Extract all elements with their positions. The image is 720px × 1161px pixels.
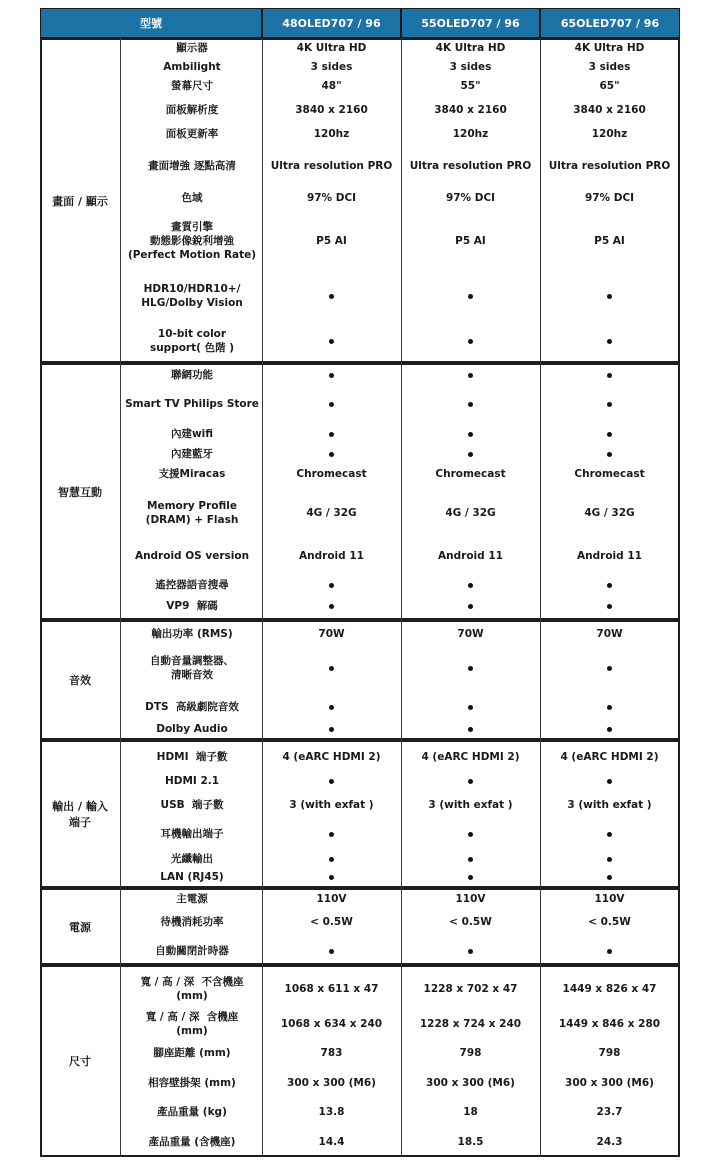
spec-row-label: Smart TV Philips Store bbox=[125, 398, 259, 410]
spec-value bbox=[262, 852, 401, 866]
spec-value: 120hz bbox=[452, 128, 489, 140]
spec-row-label: 10-bit color support( 色階 ) bbox=[149, 328, 235, 354]
spec-value bbox=[540, 700, 679, 714]
bullet-dot-icon bbox=[607, 604, 612, 609]
bullet-dot-icon bbox=[329, 583, 334, 588]
spec-value: 4 (eARC HDMI 2) bbox=[282, 751, 381, 763]
spec-value: 110V bbox=[594, 893, 625, 905]
spec-value: P5 AI bbox=[316, 235, 347, 247]
spec-value: 4G / 32G bbox=[306, 507, 357, 519]
spec-row-label: 待機消耗功率 bbox=[160, 916, 224, 928]
spec-row-label: USB 端子數 bbox=[160, 799, 224, 811]
spec-value: 18.5 bbox=[457, 1136, 484, 1148]
spec-row-label: 顯示器 bbox=[176, 42, 208, 54]
bullet-dot-icon bbox=[468, 373, 473, 378]
bullet-dot-icon bbox=[468, 705, 473, 710]
bullet-dot-icon bbox=[468, 875, 473, 880]
section-category: 音效 bbox=[69, 674, 91, 687]
spec-value: < 0.5W bbox=[310, 916, 353, 928]
bullet-dot-icon bbox=[329, 604, 334, 609]
section-category: 電源 bbox=[69, 920, 91, 934]
model-header: 48OLED707 / 96 bbox=[262, 8, 401, 38]
spec-value bbox=[262, 661, 401, 675]
spec-row-label: 自動關閉計時器 bbox=[155, 945, 229, 957]
bullet-dot-icon bbox=[329, 373, 334, 378]
spec-value: 1228 x 702 x 47 bbox=[423, 983, 518, 995]
spec-value bbox=[262, 289, 401, 303]
spec-value: 3 sides bbox=[449, 61, 492, 73]
spec-value bbox=[540, 599, 679, 613]
spec-value bbox=[401, 722, 540, 736]
spec-value: 70W bbox=[457, 628, 484, 640]
bullet-dot-icon bbox=[607, 339, 612, 344]
spec-value: 4 (eARC HDMI 2) bbox=[560, 751, 659, 763]
column-divider bbox=[120, 888, 121, 965]
spec-value bbox=[540, 289, 679, 303]
spec-value bbox=[401, 661, 540, 675]
spec-value: 4K Ultra HD bbox=[435, 42, 506, 54]
spec-value bbox=[401, 944, 540, 958]
spec-value: 798 bbox=[459, 1047, 482, 1059]
spec-table bbox=[40, 8, 680, 1158]
spec-value: Ultra resolution PRO bbox=[409, 160, 532, 172]
section-category: 畫面 / 顯示 bbox=[52, 194, 108, 208]
spec-value bbox=[401, 447, 540, 461]
spec-value: 55" bbox=[460, 80, 481, 92]
spec-row-label: Dolby Audio bbox=[156, 723, 228, 735]
spec-value bbox=[540, 578, 679, 592]
section-category: 尺寸 bbox=[69, 1055, 91, 1068]
spec-value bbox=[401, 870, 540, 884]
spec-row-label: Memory Profile (DRAM) + Flash bbox=[145, 500, 239, 526]
spec-value: 3 sides bbox=[588, 61, 631, 73]
spec-row-label: 自動音量調整器、 清晰音效 bbox=[150, 655, 234, 681]
spec-value bbox=[262, 334, 401, 348]
spec-value: 4G / 32G bbox=[445, 507, 496, 519]
spec-value: 13.8 bbox=[318, 1106, 345, 1118]
spec-value: 3 (with exfat ) bbox=[567, 799, 652, 811]
spec-value bbox=[401, 774, 540, 788]
column-divider bbox=[120, 965, 121, 1157]
model-header: 65OLED707 / 96 bbox=[540, 8, 680, 38]
spec-row-label: HDMI 端子數 bbox=[156, 751, 228, 763]
spec-row-label: 寬 / 高 / 深 含機座 (mm) bbox=[145, 1011, 239, 1037]
bullet-dot-icon bbox=[468, 949, 473, 954]
spec-value bbox=[401, 599, 540, 613]
spec-row-label: DTS 高級劇院音效 bbox=[145, 701, 239, 713]
spec-value: Android 11 bbox=[577, 550, 642, 562]
spec-value bbox=[540, 774, 679, 788]
bullet-dot-icon bbox=[607, 727, 612, 732]
spec-value: 65" bbox=[599, 80, 620, 92]
spec-value bbox=[401, 334, 540, 348]
bullet-dot-icon bbox=[329, 705, 334, 710]
spec-value: 300 x 300 (M6) bbox=[426, 1077, 515, 1089]
column-divider bbox=[120, 363, 121, 620]
spec-value bbox=[401, 289, 540, 303]
spec-value: 4K Ultra HD bbox=[574, 42, 645, 54]
spec-value bbox=[540, 397, 679, 411]
spec-value: 3840 x 2160 bbox=[573, 104, 646, 116]
spec-value bbox=[262, 447, 401, 461]
bullet-dot-icon bbox=[329, 339, 334, 344]
spec-value: Android 11 bbox=[438, 550, 503, 562]
spec-value: < 0.5W bbox=[449, 916, 492, 928]
spec-value: Chromecast bbox=[574, 468, 645, 480]
spec-value: 110V bbox=[316, 893, 347, 905]
bullet-dot-icon bbox=[468, 339, 473, 344]
spec-row-label: 聯網功能 bbox=[171, 369, 213, 381]
spec-value bbox=[401, 397, 540, 411]
spec-value: 1449 x 826 x 47 bbox=[562, 983, 657, 995]
spec-value bbox=[262, 870, 401, 884]
spec-row-label: VP9 解碼 bbox=[166, 600, 218, 612]
spec-value: 3 sides bbox=[310, 61, 353, 73]
spec-value bbox=[540, 427, 679, 441]
spec-value: 120hz bbox=[313, 128, 350, 140]
spec-value: 4 (eARC HDMI 2) bbox=[421, 751, 520, 763]
spec-row-label: 耳機輸出端子 bbox=[160, 828, 224, 840]
column-divider bbox=[120, 740, 121, 888]
bullet-dot-icon bbox=[329, 779, 334, 784]
column-divider bbox=[120, 38, 121, 363]
bullet-dot-icon bbox=[607, 373, 612, 378]
bullet-dot-icon bbox=[468, 727, 473, 732]
bullet-dot-icon bbox=[468, 832, 473, 837]
spec-row-label: 寬 / 高 / 深 不含機座 (mm) bbox=[140, 976, 244, 1002]
spec-value bbox=[540, 661, 679, 675]
bullet-dot-icon bbox=[329, 832, 334, 837]
spec-value bbox=[262, 427, 401, 441]
spec-value: 70W bbox=[318, 628, 345, 640]
bullet-dot-icon bbox=[607, 949, 612, 954]
spec-value: 97% DCI bbox=[584, 192, 635, 204]
spec-value bbox=[401, 827, 540, 841]
spec-value: 4G / 32G bbox=[584, 507, 635, 519]
spec-value bbox=[540, 722, 679, 736]
spec-row-label: 內建藍牙 bbox=[171, 448, 213, 460]
spec-row-label: 腳座距離 (mm) bbox=[153, 1047, 231, 1059]
bullet-dot-icon bbox=[468, 583, 473, 588]
spec-value bbox=[401, 700, 540, 714]
bullet-dot-icon bbox=[607, 705, 612, 710]
spec-value: 120hz bbox=[591, 128, 628, 140]
bullet-dot-icon bbox=[329, 666, 334, 671]
spec-value: 3 (with exfat ) bbox=[428, 799, 513, 811]
spec-value: 18 bbox=[463, 1106, 478, 1118]
spec-value bbox=[262, 700, 401, 714]
spec-value bbox=[262, 397, 401, 411]
bullet-dot-icon bbox=[468, 604, 473, 609]
spec-value: 798 bbox=[598, 1047, 621, 1059]
spec-value bbox=[262, 944, 401, 958]
spec-value bbox=[540, 368, 679, 382]
spec-row-label: 相容壁掛架 (mm) bbox=[148, 1077, 236, 1089]
bullet-dot-icon bbox=[329, 294, 334, 299]
spec-row-label: 輸出功率 (RMS) bbox=[151, 628, 233, 640]
spec-value: 23.7 bbox=[596, 1106, 623, 1118]
spec-row-label: 支援Miracas bbox=[158, 468, 226, 480]
spec-value: 4K Ultra HD bbox=[296, 42, 367, 54]
spec-value: 1228 x 724 x 240 bbox=[419, 1018, 522, 1030]
spec-row-label: HDR10/HDR10+/ HLG/Dolby Vision bbox=[141, 283, 243, 309]
bullet-dot-icon bbox=[329, 432, 334, 437]
bullet-dot-icon bbox=[329, 875, 334, 880]
bullet-dot-icon bbox=[607, 432, 612, 437]
spec-value: 300 x 300 (M6) bbox=[565, 1077, 654, 1089]
bullet-dot-icon bbox=[607, 294, 612, 299]
spec-row-label: HDMI 2.1 bbox=[164, 775, 220, 787]
spec-value bbox=[262, 774, 401, 788]
bullet-dot-icon bbox=[607, 832, 612, 837]
header-label: 型號 bbox=[40, 8, 262, 38]
spec-value: < 0.5W bbox=[588, 916, 631, 928]
spec-row-label: 內建wifi bbox=[170, 428, 214, 440]
bullet-dot-icon bbox=[607, 857, 612, 862]
spec-value: 110V bbox=[455, 893, 486, 905]
spec-value: 24.3 bbox=[596, 1136, 623, 1148]
bullet-dot-icon bbox=[468, 294, 473, 299]
spec-value: 1068 x 634 x 240 bbox=[280, 1018, 383, 1030]
spec-value bbox=[401, 852, 540, 866]
spec-value bbox=[401, 427, 540, 441]
spec-value: 300 x 300 (M6) bbox=[287, 1077, 376, 1089]
bullet-dot-icon bbox=[329, 402, 334, 407]
spec-row-label: 主電源 bbox=[176, 893, 208, 905]
spec-row-label: 面板解析度 bbox=[165, 104, 219, 116]
bullet-dot-icon bbox=[329, 857, 334, 862]
spec-value: 70W bbox=[596, 628, 623, 640]
spec-value: P5 AI bbox=[455, 235, 486, 247]
spec-value bbox=[540, 870, 679, 884]
spec-value bbox=[540, 944, 679, 958]
spec-value bbox=[401, 368, 540, 382]
spec-value bbox=[262, 722, 401, 736]
spec-value bbox=[401, 578, 540, 592]
spec-value: P5 AI bbox=[594, 235, 625, 247]
spec-row-label: 面板更新率 bbox=[165, 128, 219, 140]
spec-value bbox=[540, 852, 679, 866]
spec-value bbox=[540, 827, 679, 841]
spec-value: 14.4 bbox=[318, 1136, 345, 1148]
spec-row-label: Ambilight bbox=[163, 61, 221, 73]
bullet-dot-icon bbox=[468, 452, 473, 457]
spec-value: 1068 x 611 x 47 bbox=[284, 983, 379, 995]
spec-row-label: 畫面增強 逐點高清 bbox=[148, 160, 236, 172]
spec-row-label: 畫質引擎 動態影像銳利增強 (Perfect Motion Rate) bbox=[127, 221, 257, 261]
spec-value: 97% DCI bbox=[306, 192, 357, 204]
spec-value: 48" bbox=[321, 80, 342, 92]
bullet-dot-icon bbox=[468, 402, 473, 407]
spec-value bbox=[262, 827, 401, 841]
spec-row-label: 光纖輸出 bbox=[171, 853, 213, 865]
bullet-dot-icon bbox=[329, 452, 334, 457]
bullet-dot-icon bbox=[329, 949, 334, 954]
spec-value: 1449 x 846 x 280 bbox=[558, 1018, 661, 1030]
spec-row-label: 產品重量 (kg) bbox=[157, 1106, 227, 1118]
bullet-dot-icon bbox=[468, 666, 473, 671]
spec-value: Chromecast bbox=[435, 468, 506, 480]
spec-row-label: 螢幕尺寸 bbox=[171, 80, 213, 92]
section-category: 智慧互動 bbox=[58, 485, 102, 499]
spec-value bbox=[262, 368, 401, 382]
spec-row-label: 產品重量 (含機座) bbox=[148, 1136, 236, 1148]
spec-value: Ultra resolution PRO bbox=[270, 160, 393, 172]
column-divider bbox=[120, 620, 121, 740]
spec-value bbox=[262, 599, 401, 613]
bullet-dot-icon bbox=[607, 452, 612, 457]
bullet-dot-icon bbox=[607, 779, 612, 784]
spec-value: Chromecast bbox=[296, 468, 367, 480]
spec-value: Android 11 bbox=[299, 550, 364, 562]
bullet-dot-icon bbox=[607, 583, 612, 588]
bullet-dot-icon bbox=[468, 779, 473, 784]
bullet-dot-icon bbox=[468, 857, 473, 862]
spec-row-label: LAN (RJ45) bbox=[160, 871, 224, 883]
bullet-dot-icon bbox=[329, 727, 334, 732]
spec-value bbox=[540, 447, 679, 461]
spec-value: 3840 x 2160 bbox=[434, 104, 507, 116]
spec-row-label: Android OS version bbox=[134, 550, 250, 562]
spec-row-label: 遙控器語音搜尋 bbox=[155, 579, 229, 591]
spec-value bbox=[540, 334, 679, 348]
spec-value: 3840 x 2160 bbox=[295, 104, 368, 116]
bullet-dot-icon bbox=[607, 402, 612, 407]
bullet-dot-icon bbox=[468, 432, 473, 437]
spec-value: 783 bbox=[320, 1047, 343, 1059]
spec-value bbox=[262, 578, 401, 592]
bullet-dot-icon bbox=[607, 875, 612, 880]
section-category: 輸出 / 輸入 端子 bbox=[52, 800, 108, 829]
bullet-dot-icon bbox=[607, 666, 612, 671]
spec-value: Ultra resolution PRO bbox=[548, 160, 671, 172]
model-header: 55OLED707 / 96 bbox=[401, 8, 540, 38]
spec-value: 97% DCI bbox=[445, 192, 496, 204]
spec-row-label: 色域 bbox=[181, 192, 203, 204]
spec-value: 3 (with exfat ) bbox=[289, 799, 374, 811]
